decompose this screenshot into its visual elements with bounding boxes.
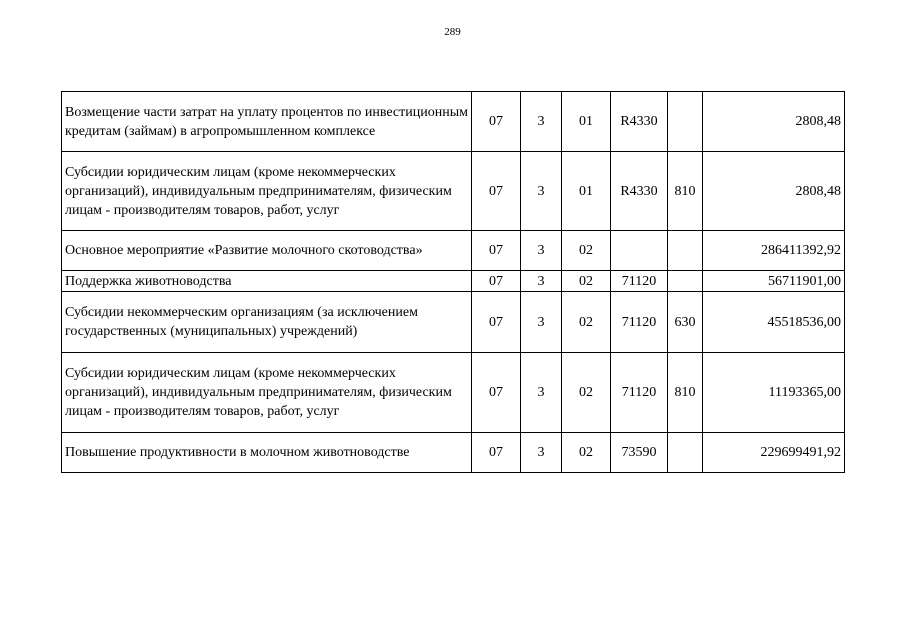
row-direction-code: 71120	[611, 353, 668, 433]
row-om-code: 02	[562, 231, 611, 271]
row-name: Субсидии юридическим лицам (кроме некоммерческих организаций), индивидуальным предпринимателям, физическим лицам - производителям товаров, работ, услуг	[62, 152, 472, 231]
table-row	[62, 292, 845, 353]
table-row	[62, 271, 845, 292]
row-direction-code: 71120	[611, 292, 668, 353]
row-direction-code	[611, 231, 668, 271]
table-row	[62, 433, 845, 473]
row-gp-code: 07	[472, 271, 521, 292]
row-sum: 286411392,92	[703, 231, 845, 271]
row-direction-code: R4330	[611, 152, 668, 231]
row-direction-code: 71120	[611, 271, 668, 292]
row-direction-code: 73590	[611, 433, 668, 473]
row-expense-type	[668, 271, 703, 292]
row-name: Субсидии юридическим лицам (кроме некоммерческих организаций), индивидуальным предпринимателям, физическим лицам - производителям товаров, работ, услуг	[62, 353, 472, 433]
row-pp-code: 3	[521, 271, 562, 292]
row-om-code: 02	[562, 271, 611, 292]
row-om-code: 02	[562, 292, 611, 353]
row-om-code: 02	[562, 433, 611, 473]
row-sum: 11193365,00	[703, 353, 845, 433]
row-pp-code: 3	[521, 353, 562, 433]
row-om-code: 01	[562, 92, 611, 152]
table-row	[62, 152, 845, 231]
row-gp-code: 07	[472, 152, 521, 231]
row-pp-code: 3	[521, 152, 562, 231]
row-om-code: 02	[562, 353, 611, 433]
budget-table	[61, 91, 845, 473]
row-name: Поддержка животноводства	[62, 271, 472, 292]
row-pp-code: 3	[521, 92, 562, 152]
row-sum: 56711901,00	[703, 271, 845, 292]
row-gp-code: 07	[472, 231, 521, 271]
row-expense-type: 810	[668, 353, 703, 433]
row-gp-code: 07	[472, 92, 521, 152]
row-sum: 229699491,92	[703, 433, 845, 473]
row-pp-code: 3	[521, 231, 562, 271]
row-gp-code: 07	[472, 353, 521, 433]
row-expense-type	[668, 92, 703, 152]
row-gp-code: 07	[472, 433, 521, 473]
row-om-code: 01	[562, 152, 611, 231]
row-name: Субсидии некоммерческим организациям (за исключением государственных (муниципальных) учреждений)	[62, 292, 472, 353]
page-number: 289	[444, 26, 461, 38]
row-direction-code: R4330	[611, 92, 668, 152]
row-name: Основное мероприятие «Развитие молочного скотоводства»	[62, 231, 472, 271]
row-sum: 2808,48	[703, 92, 845, 152]
table-row	[62, 353, 845, 433]
row-pp-code: 3	[521, 292, 562, 353]
row-sum: 2808,48	[703, 152, 845, 231]
row-pp-code: 3	[521, 433, 562, 473]
row-expense-type: 810	[668, 152, 703, 231]
row-expense-type	[668, 231, 703, 271]
row-name: Повышение продуктивности в молочном животноводстве	[62, 433, 472, 473]
table-row	[62, 231, 845, 271]
row-sum: 45518536,00	[703, 292, 845, 353]
row-expense-type: 630	[668, 292, 703, 353]
row-gp-code: 07	[472, 292, 521, 353]
row-name: Возмещение части затрат на уплату процентов по инвестиционным кредитам (займам) в агропромышленном комплексе	[62, 92, 472, 152]
table-row	[62, 92, 845, 152]
row-expense-type	[668, 433, 703, 473]
